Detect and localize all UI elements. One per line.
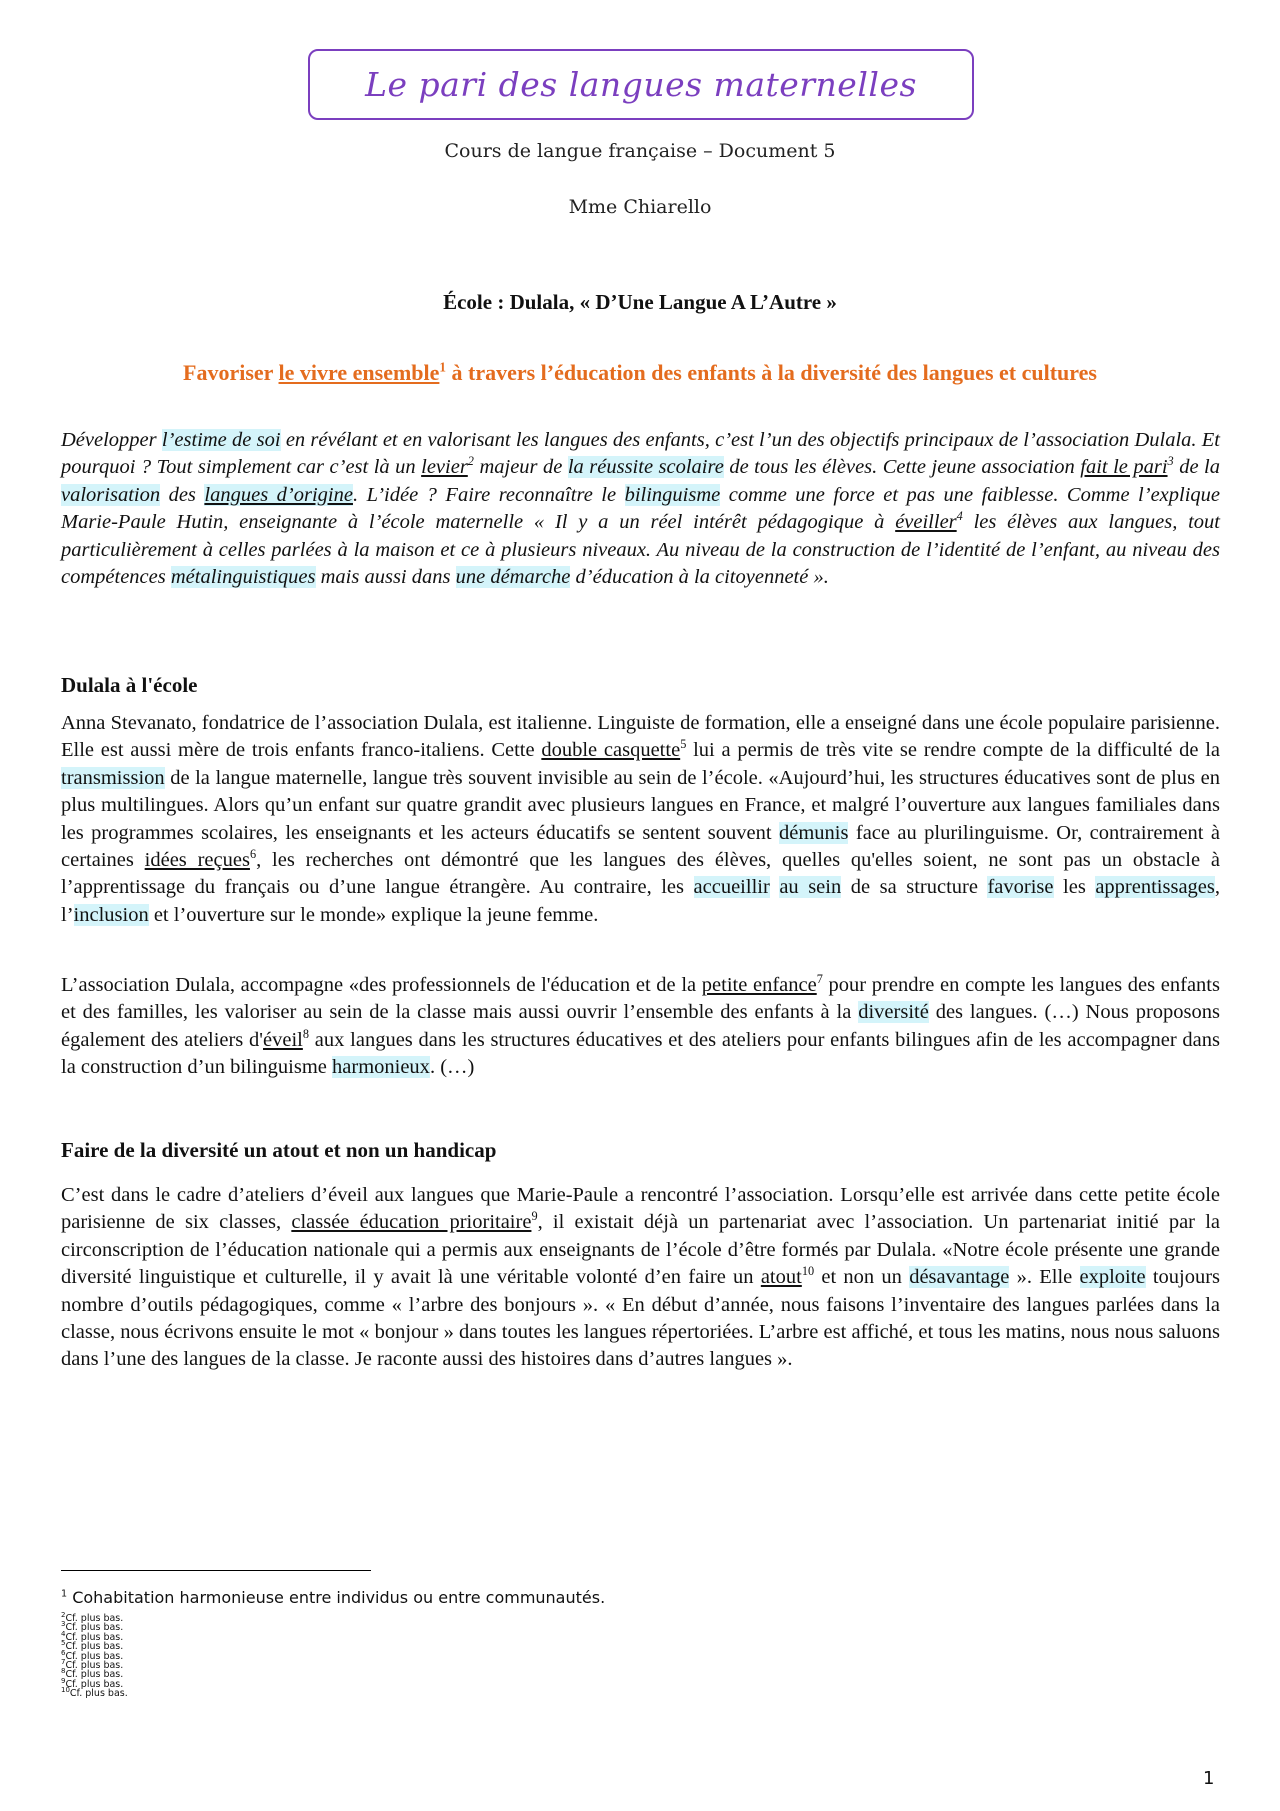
footnote-number: 9 bbox=[61, 1676, 66, 1685]
teacher-name: Mme Chiarello bbox=[568, 196, 712, 218]
footnote-ref[interactable]: 7 bbox=[816, 972, 823, 987]
highlighted-term: au sein bbox=[779, 876, 842, 899]
paragraph: L’association Dulala, accompagne «des professionnels de l'éducation et de la petite enfance$^7$ pour prendre en compte les langues des enfants et des familles, les valoriser au sein de la classe mais aussi ouvrir l’ensemble des enfants à la diversité des langues. (…) Nous proposons également des ateliers d'éveil$^8$ aux langues dans les structures éducatives et des ateliers pour enfants bilingues afin de les accompagner dans la construction d’un bilinguisme harmonieux. (…) bbox=[61, 972, 1220, 1079]
title-box bbox=[308, 49, 974, 120]
headline-pre: Favoriser bbox=[183, 360, 279, 385]
section-heading: Dulala à l'école bbox=[61, 673, 198, 697]
highlighted-term: métalinguistiques bbox=[170, 566, 316, 589]
footnote-number: 10 bbox=[61, 1686, 70, 1695]
footnote-ref[interactable]: 9 bbox=[531, 1209, 538, 1224]
footnote-text: Cf. plus bas. bbox=[65, 1669, 124, 1681]
underlined-term: idées reçues bbox=[144, 849, 250, 872]
highlighted-term: favorise bbox=[987, 876, 1054, 899]
headline-footnote-ref[interactable]: 1 bbox=[439, 359, 446, 375]
footnote-ref[interactable]: 6 bbox=[249, 847, 257, 862]
footnote-list bbox=[61, 1610, 128, 1700]
highlighted-term: l’estime de soi bbox=[161, 429, 281, 451]
underlined-term: éveil bbox=[263, 1028, 303, 1051]
underlined-term: double casquette bbox=[541, 739, 681, 762]
headline-link[interactable]: le vivre ensemble bbox=[278, 360, 440, 385]
footnote-ref[interactable]: 2 bbox=[467, 454, 474, 469]
footnote-main bbox=[61, 1588, 605, 1607]
highlighted-term: diversité bbox=[858, 1001, 929, 1024]
highlighted-term: exploite bbox=[1079, 1266, 1146, 1289]
paragraph: C’est dans le cadre d’ateliers d’éveil aux langues que Marie-Paule a rencontré l’association. Lorsqu’elle est arrivée dans cette petite école parisienne de six classes, classée éducation prioritaire$^9$, il existait déjà un partenariat avec l’association. Un partenariat initié par la circonscription de l’éducation nationale qui a permis aux enseignants de l’école d’être formés par Dulala. «Notre école présente une grande diversité linguistique et culturelle, il y avait là une véritable volonté d’en faire un atout$^{10}$ et non un désavantage ». Elle exploite toujours nombre d’outils pédagogiques, comme « l’arbre des bonjours ». « En début d’année, nous faisons l’inventaire des langues parlées dans la classe, nous écrivons ensuite le mot « bonjour » dans toutes les langues répertoriées. L’arbre est affiché, et tous les matins, nous nous saluons dans l’une des langues de la classe. Je raconte aussi des histoires dans d’autres langues ». bbox=[61, 1184, 1221, 1371]
underlined-term: petite enfance bbox=[701, 974, 817, 996]
highlighted-term: inclusion bbox=[73, 903, 149, 926]
section-heading: Faire de la diversité un atout et non un handicap bbox=[61, 1138, 497, 1162]
headline-post: à travers l’éducation des enfants à la diversité des langues et cultures bbox=[446, 360, 1097, 385]
footnote-number: 5 bbox=[61, 1639, 66, 1648]
underlined-term: atout bbox=[760, 1266, 802, 1289]
highlighted-term: transmission bbox=[61, 766, 165, 789]
footnote-ref[interactable]: 4 bbox=[956, 509, 963, 524]
course-label: Cours de langue française – Document 5 bbox=[444, 140, 836, 162]
highlighted-term: valorisation bbox=[61, 483, 161, 506]
highlighted-term: désavantage bbox=[909, 1266, 1010, 1289]
document-title: Le pari des langues maternelles bbox=[365, 65, 917, 104]
footnote-text: Cf. plus bas. bbox=[65, 1613, 124, 1624]
footnote-text: Cf. plus bas. bbox=[65, 1641, 124, 1653]
highlighted-term: langues d’origine bbox=[204, 483, 353, 506]
footnote-ref[interactable]: 5 bbox=[680, 737, 687, 752]
paragraph: Anna Stevanato, fondatrice de l’association Dulala, est italienne. Linguiste de formation, elle a enseigné dans une école populaire parisienne. Elle est aussi mère de trois enfants franco-italiens. Cette double casquette$^5$ lui a permis de très vite se rendre compte de la difficulté de la transmission de la langue maternelle, langue très souvent invisible au sein de l’école. «Aujourd’hui, les structures éducatives sont de plus en plus multilingues. Alors qu’un enfant sur quatre grandit avec plusieurs langues en France, et malgré l’ouverture aux langues familiales dans les programmes scolaires, les enseignants et les acteurs éducatifs se sentent souvent démunis face au plurilinguisme. Or, contrairement à certaines idées reçues$^6$, les recherches ont démontré que les langues des élèves, quelles qu'elles soient, ne sont pas un obstacle à l’apprentissage du français ou d’une langue étrangère. Au contraire, les accueillir au sein de sa structure favorise les apprentissages, l’inclusion et l’ouverture sur le monde» explique la jeune femme. bbox=[61, 712, 1221, 926]
underlined-term: éveiller bbox=[895, 511, 957, 534]
underlined-term: levier bbox=[421, 456, 468, 479]
footnote-text: Cf. plus bas. bbox=[65, 1631, 124, 1643]
footnote-text: Cf. plus bas. bbox=[69, 1688, 128, 1700]
footnote-ref[interactable]: 3 bbox=[1167, 454, 1174, 469]
footnote-ref[interactable]: 10 bbox=[801, 1264, 815, 1279]
footnote-item bbox=[61, 1686, 128, 1700]
footnote-number: 4 bbox=[61, 1629, 66, 1638]
footnote-number: 1 bbox=[61, 1588, 68, 1600]
highlighted-term: accueillir bbox=[693, 876, 770, 899]
footnote-ref[interactable]: 8 bbox=[302, 1026, 310, 1041]
highlighted-term: démunis bbox=[779, 821, 849, 844]
intro-paragraph: Développer l’estime de soi en révélant et en valorisant les langues des enfants, c’est l’un des objectifs principaux de l’association Dulala. Et pourquoi ? Tout simplement car c’est là un levier$^2$ majeur de la réussite scolaire de tous les élèves. Cette jeune association fait le pari$^3$ de la valorisation des langues d’origine. L’idée ? Faire reconnaître le bilinguisme comme une force et pas une faiblesse. Comme l’explique Marie-Paule Hutin, enseignante à l’école maternelle « Il y a un réel intérêt pédagogique à éveiller$^4$ les élèves aux langues, tout particulièrement à celles parlées à la maison et ce à plusieurs niveaux. Au niveau de la construction de l’identité de l’enfant, au niveau des compétences métalinguistiques mais aussi dans une démarche d’éducation à la citoyenneté ». bbox=[61, 429, 1221, 589]
footnote-text: Cf. plus bas. bbox=[65, 1660, 124, 1672]
highlighted-term: apprentissages bbox=[1095, 876, 1215, 899]
highlighted-term: une démarche bbox=[455, 566, 571, 589]
footnote-text: Cohabitation harmonieuse entre individus ou entre communautés. bbox=[72, 1588, 606, 1607]
footnote-number: 6 bbox=[61, 1648, 66, 1657]
footnote-number: 7 bbox=[61, 1657, 66, 1666]
underlined-term: fait le pari bbox=[1080, 456, 1168, 479]
footnote-number: 2 bbox=[61, 1610, 66, 1619]
page-number: 1 bbox=[1203, 1768, 1215, 1789]
footnote-number: 8 bbox=[61, 1667, 66, 1676]
footnote-number: 3 bbox=[61, 1620, 66, 1629]
highlighted-term: harmonieux bbox=[332, 1056, 430, 1079]
footnote-separator bbox=[61, 1570, 371, 1571]
highlighted-term: bilinguisme bbox=[624, 483, 721, 506]
footnote-text: Cf. plus bas. bbox=[65, 1650, 124, 1662]
footnote-text: Cf. plus bas. bbox=[65, 1622, 124, 1634]
highlighted-term: la réussite scolaire bbox=[567, 456, 724, 479]
headline bbox=[60, 360, 1220, 386]
school-title: École : Dulala, « D’Une Langue A L’Autre » bbox=[443, 290, 837, 314]
underlined-term: classée éducation prioritaire bbox=[291, 1211, 532, 1234]
footnote-text: Cf. plus bas. bbox=[65, 1678, 124, 1690]
